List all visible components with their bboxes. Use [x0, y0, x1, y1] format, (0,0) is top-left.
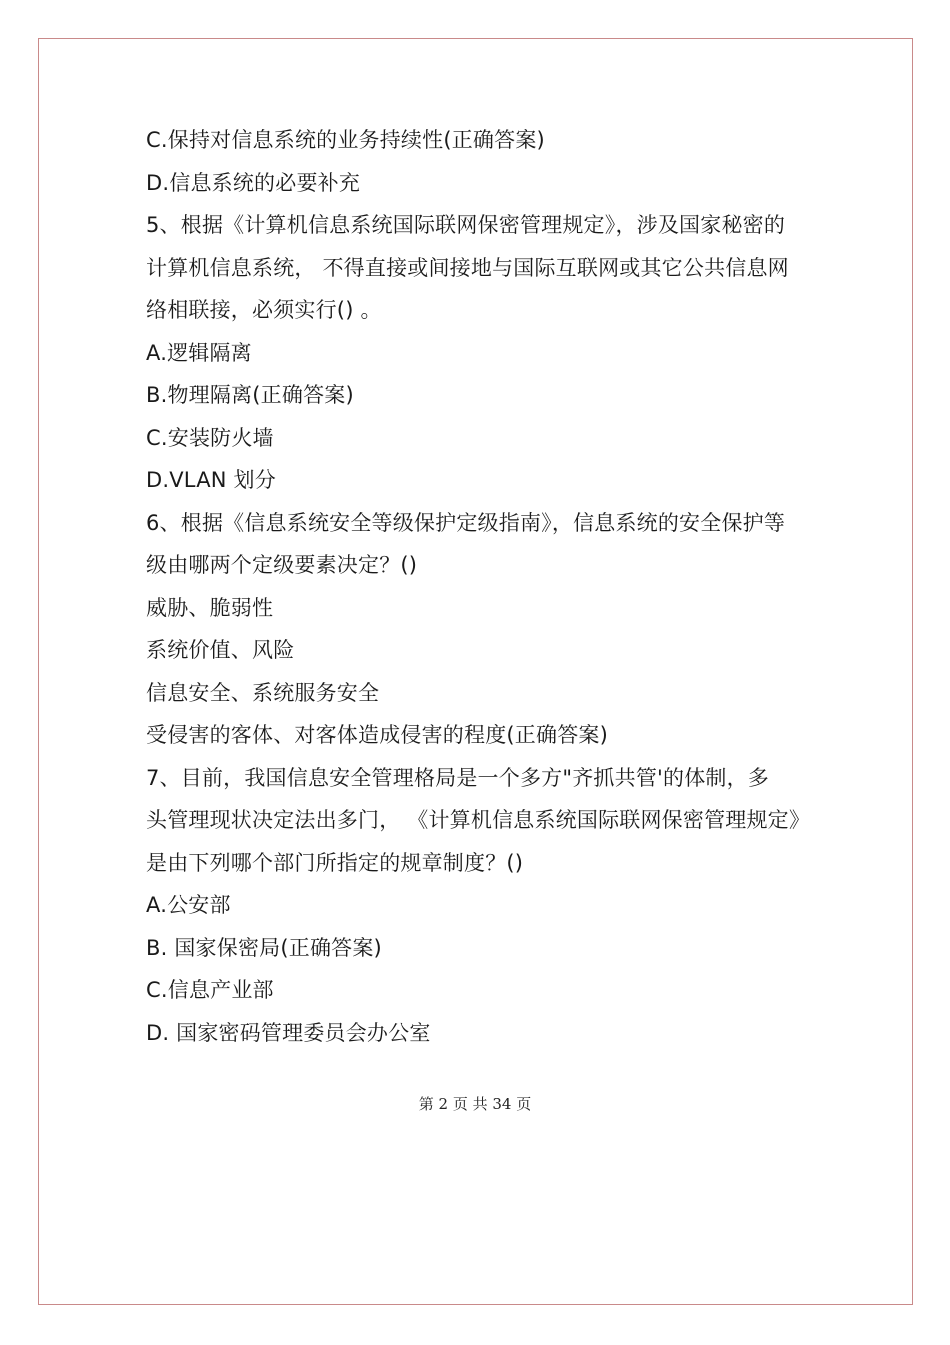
question-text: 计算机信息系统， 不得直接或间接地与国际互联网或其它公共信息网: [146, 255, 789, 280]
option-text: 受侵害的客体、对客体造成侵害的程度(正确答案): [146, 723, 608, 747]
option-text: B.物理隔离(正确答案): [146, 383, 354, 407]
option-text: B. 国家保密局(正确答案): [146, 935, 382, 960]
question-text: 5、根据《计算机信息系统国际联网保密管理规定》，涉及国家秘密的: [146, 213, 786, 237]
document-body: [146, 119, 826, 1054]
page-number: 第 2 页 共 34 页: [418, 1095, 532, 1113]
question-text: 6、根据《信息系统安全等级保护定级指南》，信息系统的安全保护等: [146, 510, 786, 535]
option-text: A.逻辑隔离: [146, 340, 252, 365]
option-text: 系统价值、风险: [146, 638, 295, 662]
text-line: C.保持对信息系统的业务持续性(正确答案): [146, 128, 545, 152]
option-text: C.安装防火墙: [146, 425, 274, 450]
option-text: 信息安全、系统服务安全: [146, 680, 380, 705]
option-text: D. 国家密码管理委员会办公室: [146, 1020, 431, 1045]
option-text: 威胁、脆弱性: [146, 595, 274, 620]
option-text: A.公安部: [146, 893, 231, 917]
question-text: 头管理现状决定法出多门， 《计算机信息系统国际联网保密管理规定》: [146, 808, 811, 832]
question-text: 7、目前，我国信息安全管理格局是一个多方"齐抓共管'的体制，多: [146, 765, 769, 790]
question-text: 级由哪两个定级要素决定？(): [146, 553, 418, 577]
option-text: C.信息产业部: [146, 978, 274, 1002]
option-text: D.VLAN 划分: [146, 468, 276, 492]
question-text: 是由下列哪个部门所指定的规章制度？(): [146, 850, 524, 875]
text-line: D.信息系统的必要补充: [146, 170, 361, 195]
question-text: 络相联接，必须实行() 。: [146, 298, 382, 322]
